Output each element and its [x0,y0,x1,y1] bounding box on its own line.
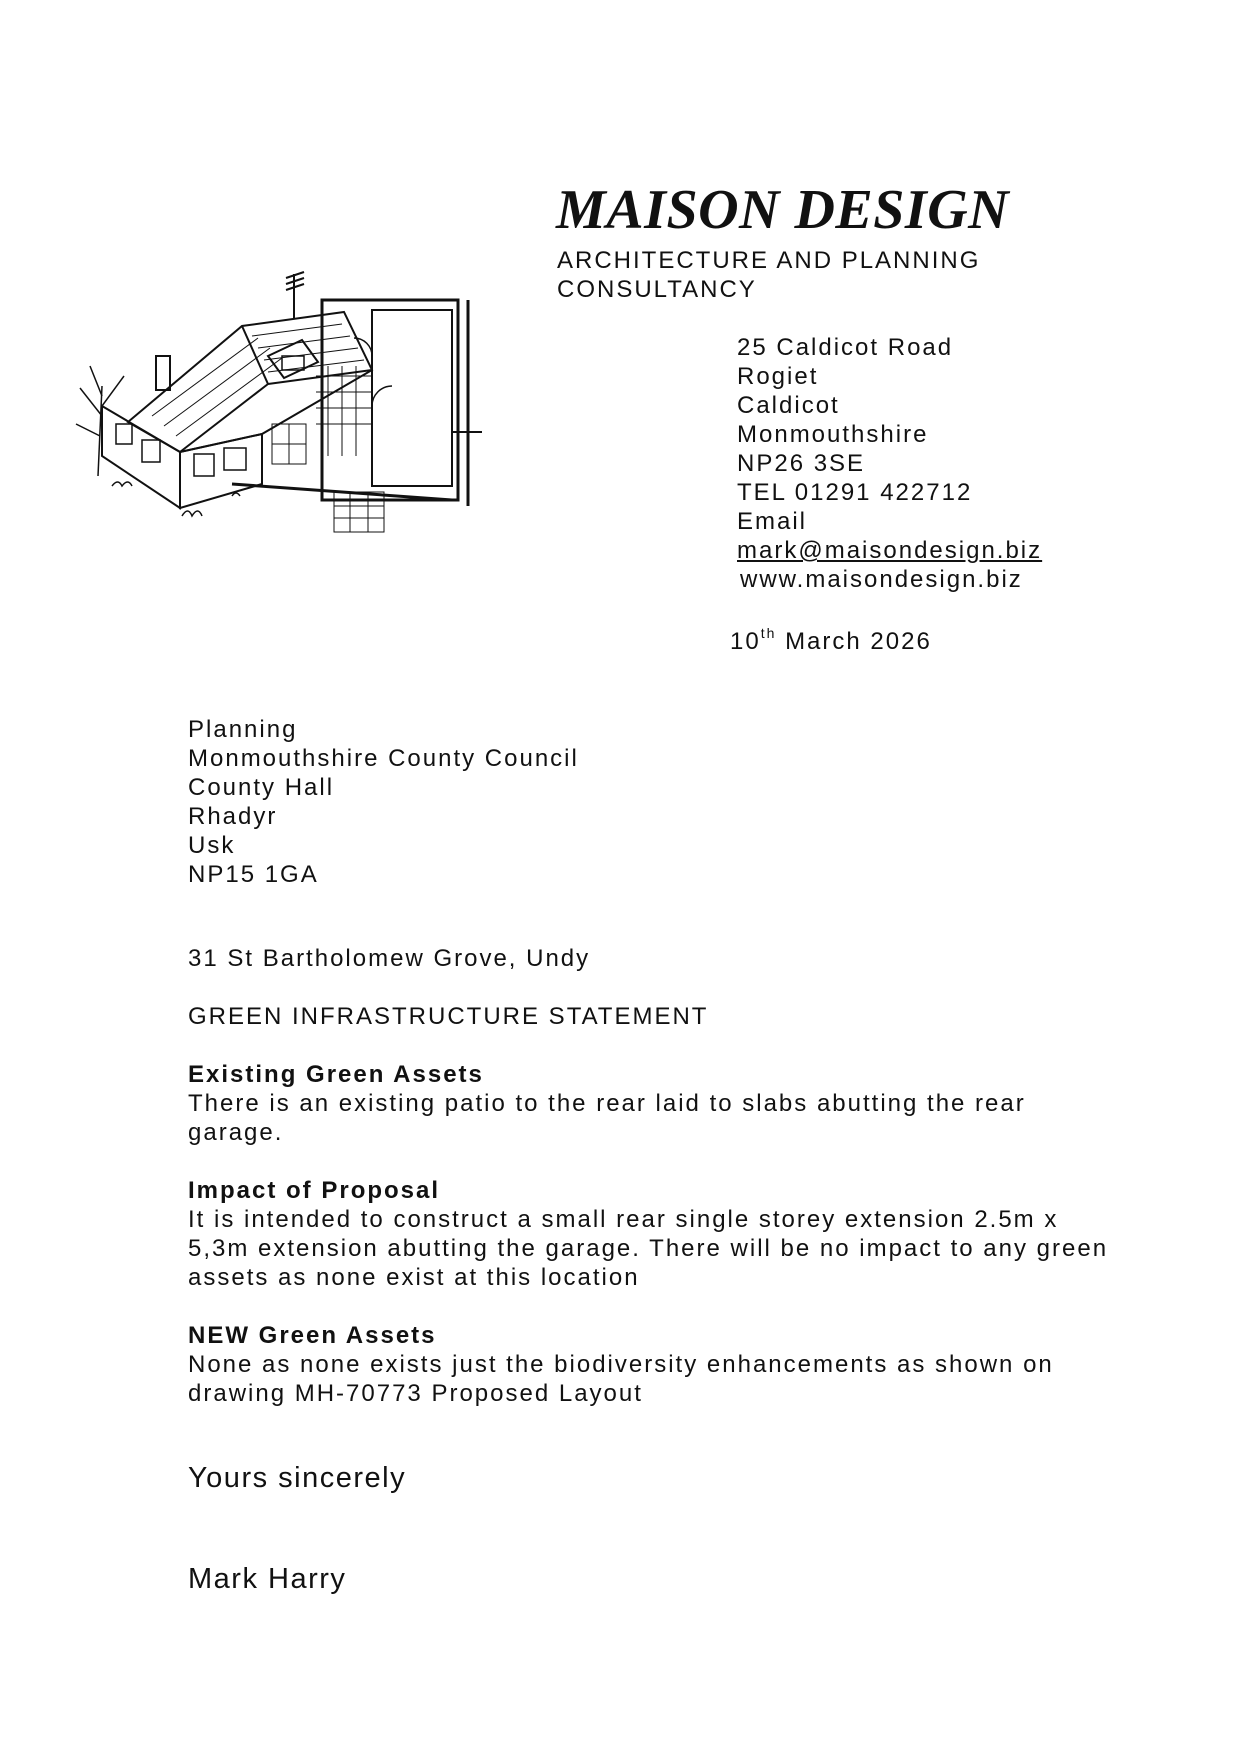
recipient-line: Rhadyr [188,803,278,830]
website-link[interactable]: www.maisondesign.biz [740,566,1023,593]
company-tagline: ARCHITECTURE AND PLANNING CONSULTANCY [557,247,981,303]
recipient-address [188,715,579,889]
document-title: GREEN INFRASTRUCTURE STATEMENT [188,1003,709,1030]
section-heading: Impact of Proposal [188,1177,441,1204]
email-label: Email [737,508,808,535]
address-line: Monmouthshire [737,421,929,448]
address-line: Rogiet [737,363,819,390]
letter-date [730,627,932,656]
address-line: 25 Caldicot Road [737,334,954,361]
date-day: 10 [730,628,761,655]
address-line: Caldicot [737,392,840,419]
signatory-name: Mark Harry [188,1563,347,1595]
letter-body [188,944,1118,1408]
section-body: It is intended to construct a small rear single storey extension 2.5m x 5,3m extension abutting the garage. There will be no impact to any green assets as none exist at this location [188,1206,1109,1291]
section-heading: NEW Green Assets [188,1322,437,1349]
section-body: None as none exists just the biodiversity enhancements as shown on drawing MH-70773 Proposed Layout [188,1351,1054,1407]
sender-address [737,333,1042,594]
recipient-line: Planning [188,716,298,743]
section-body: There is an existing patio to the rear laid to slabs abutting the rear garage. [188,1090,1026,1146]
company-name: MAISON DESIGN [556,179,1010,241]
closing-salutation: Yours sincerely [188,1462,407,1494]
recipient-line: Monmouthshire County Council [188,745,579,772]
date-suffix: th [760,625,777,641]
recipient-line: County Hall [188,774,335,801]
telephone: TEL 01291 422712 [737,479,973,506]
section-impact-of-proposal [188,1176,1118,1292]
section-heading: Existing Green Assets [188,1061,484,1088]
email-link[interactable]: mark@maisondesign.biz [737,537,1043,564]
site-address: 31 St Bartholomew Grove, Undy [188,945,591,972]
recipient-line: Usk [188,832,236,859]
section-new-green-assets [188,1321,1118,1408]
address-postcode: NP26 3SE [737,450,866,477]
recipient-postcode: NP15 1GA [188,861,319,888]
section-existing-green-assets [188,1060,1118,1147]
house-sketch-logo [72,256,532,576]
date-month-year: March 2026 [785,628,932,655]
